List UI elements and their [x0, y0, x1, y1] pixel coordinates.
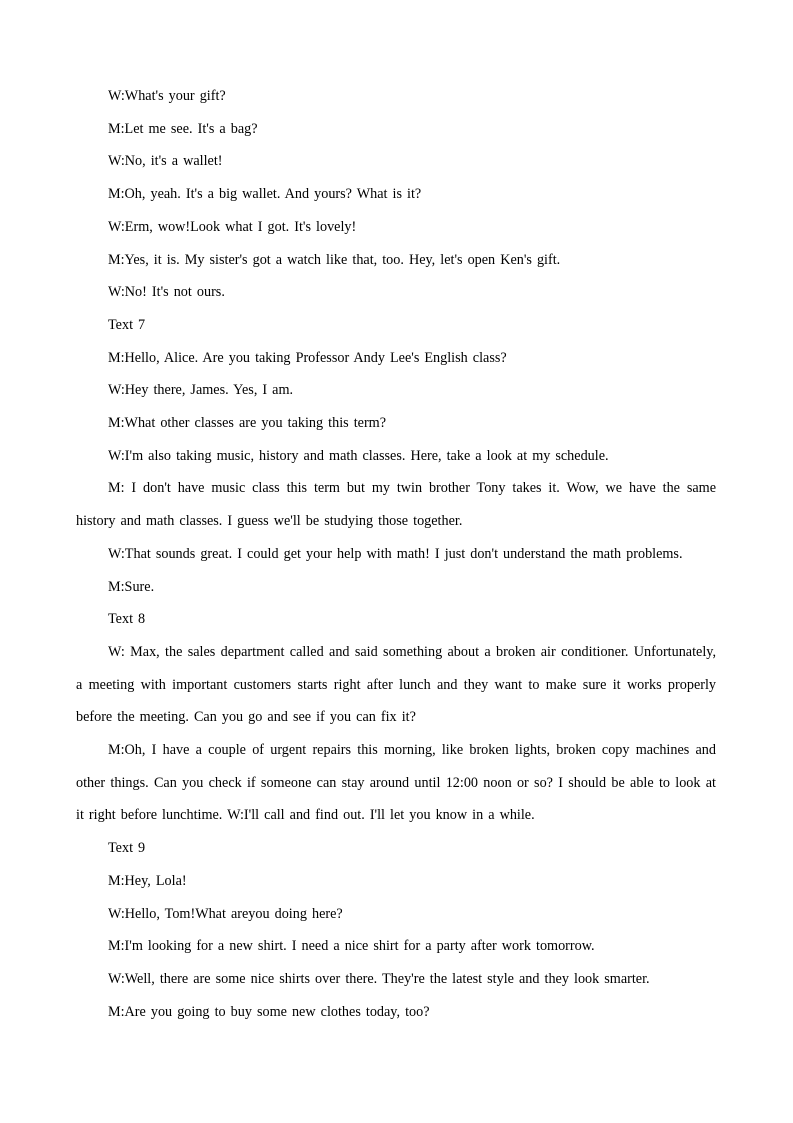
dialogue-line: W:Erm, wow!Look what I got. It's lovely! — [108, 218, 357, 235]
dialogue-line: W:No, it's a wallet! — [108, 153, 223, 170]
dialogue-line: W:That sounds great. I could get your help with math! I just don't understand the math problems. — [108, 545, 683, 562]
dialogue-line: W:I'm also taking music, history and math classes. Here, take a look at my schedule. — [108, 447, 609, 464]
dialogue-line: M:Oh, I have a couple of urgent repairs this morning, like broken lights, broken copy machines and other things. Can you check if someone can stay around until 12:00 noon or so? I should be able to look at it right before lunchtime. W:I'll call and find out. I'll let you know in a while. — [76, 742, 716, 824]
dialogue-text — [76, 80, 716, 1028]
dialogue-line: W:What's your gift? — [108, 88, 226, 104]
dialogue-line: M:Oh, yeah. It's a big wallet. And yours? What is it? — [108, 186, 422, 203]
dialogue-line: W: Max, the sales department called and said something about a broken air conditioner. Unfortunately, a meeting with important customers starts right after lunch and they want to make sure it works properly before the meeting. Can you go and see if you can fix it? — [76, 643, 716, 726]
section-heading-text-8: Text 8 — [108, 611, 146, 628]
section-heading-text-7: Text 7 — [108, 316, 146, 333]
dialogue-line: M:Sure. — [108, 578, 155, 595]
dialogue-line: M:Yes, it is. My sister's got a watch like that, too. Hey, let's open Ken's gift. — [108, 251, 561, 268]
dialogue-line: M:Hey, Lola! — [108, 872, 187, 889]
dialogue-line: M:Let me see. It's a bag? — [108, 120, 258, 137]
dialogue-line: W:Hello, Tom!What areyou doing here? — [108, 905, 343, 922]
dialogue-line: M:Are you going to buy some new clothes today, too? — [108, 1003, 430, 1020]
dialogue-line: W:Well, there are some nice shirts over there. They're the latest style and they look smarter. — [108, 970, 650, 987]
dialogue-line: W:No! It's not ours. — [108, 284, 225, 301]
dialogue-line: M:Hello, Alice. Are you taking Professor Andy Lee's English class? — [108, 349, 507, 366]
dialogue-line: W:Hey there, James. Yes, I am. — [108, 382, 294, 399]
section-heading-text-9: Text 9 — [108, 840, 146, 857]
dialogue-line: M: I don't have music class this term but my twin brother Tony takes it. Wow, we have the same history and math classes. I guess we'll be studying those together. — [76, 480, 716, 530]
dialogue-line: M:I'm looking for a new shirt. I need a nice shirt for a party after work tomorrow. — [108, 938, 595, 955]
dialogue-line: M:What other classes are you taking this term? — [108, 415, 387, 432]
